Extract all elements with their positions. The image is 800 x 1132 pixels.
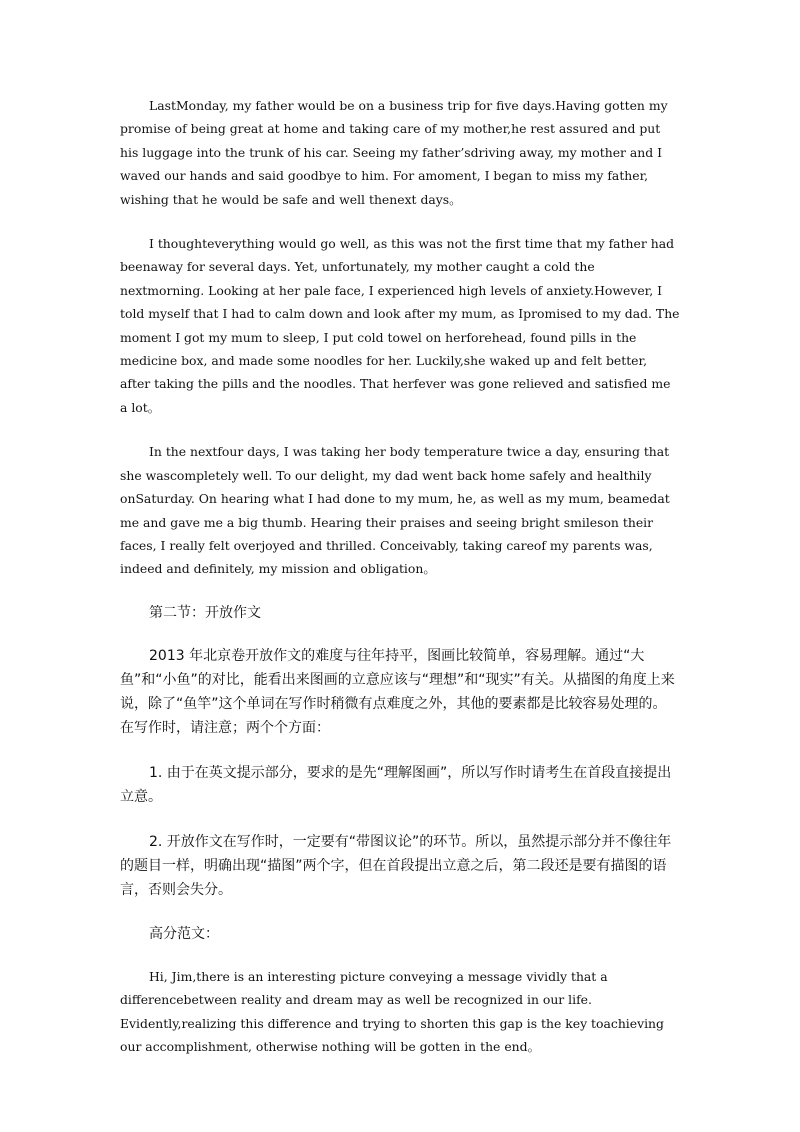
story-paragraph-1: LastMonday, my father would be on a business trip for five days.Having gotten my promise of being great at home and taking care of my mother,he rest assured and put his luggage into the trunk of his car. Seeing my father’sdriving away, my mother and I waved our hands and said goodbye to him. For amoment, I began to miss my father, wishing that he would be safe and well thenext days。 <box>120 98 668 207</box>
analysis-point-2: 2. 开放作文在写作时，一定要有“带图议论”的环节。所以，虽然提示部分并不像往年的题目一样，明确出现“描图”两个字，但在首段提出立意之后，第二段还是要有描图的语言，否则会失分。 <box>120 833 672 898</box>
story-paragraph-2: I thoughteverything would go well, as this was not the first time that my father had beenaway for several days. Yet, unfortunately, my mother caught a cold the nextmorning. Looking at her pale face, I experienced high levels of anxiety.However, I told myself that I had to calm down and look after my mum, as Ipromised to my dad. The moment I got my mum to sleep, I put cold towel on herforehead, found pills in the medicine box, and made some noodles for her. Luckily,she waked up and felt better, after taking the pills and the noodles. That herfever was gone relieved and satisfied me a lot。 <box>120 236 680 415</box>
analysis-paragraph-1: 2013 年北京卷开放作文的难度与往年持平，图画比较简单，容易理解。通过“大鱼”和“小鱼”的对比，能看出来图画的立意应该与“理想”和“现实”有关。从描图的角度上来说，除了“鱼竿”这个单词在写作时稍微有点难度之外，其他的要素都是比较容易处理的。在写作时，请注意；两个个方面： <box>120 647 675 736</box>
section-heading: 第二节：开放作文 <box>149 604 261 621</box>
analysis-point-1: 1. 由于在英文提示部分，要求的是先“理解图画”，所以写作时请考生在首段直接提出立意。 <box>120 764 672 805</box>
document-page <box>120 94 680 1079</box>
sample-essay-paragraph: Hi, Jim,there is an interesting picture conveying a message vividly that a differencebetween reality and dream may as well be recognized in our life. Evidently,realizing this difference and trying to shorten this gap is the key toachieving our accomplishment, otherwise nothing will be gotten in the end。 <box>120 968 664 1054</box>
story-paragraph-3: In the nextfour days, I was taking her body temperature twice a day, ensuring that she wascompletely well. To our delight, my dad went back home safely and healthily onSaturday. On hearing what I had done to my mum, he, as well as my mum, beamedat me and gave me a big thumb. Hearing their praises and seeing bright smileson their faces, I really felt overjoyed and thrilled. Conceivably, taking careof my parents was, indeed and definitely, my mission and obligation。 <box>120 444 670 577</box>
sample-heading: 高分范文： <box>149 925 219 942</box>
